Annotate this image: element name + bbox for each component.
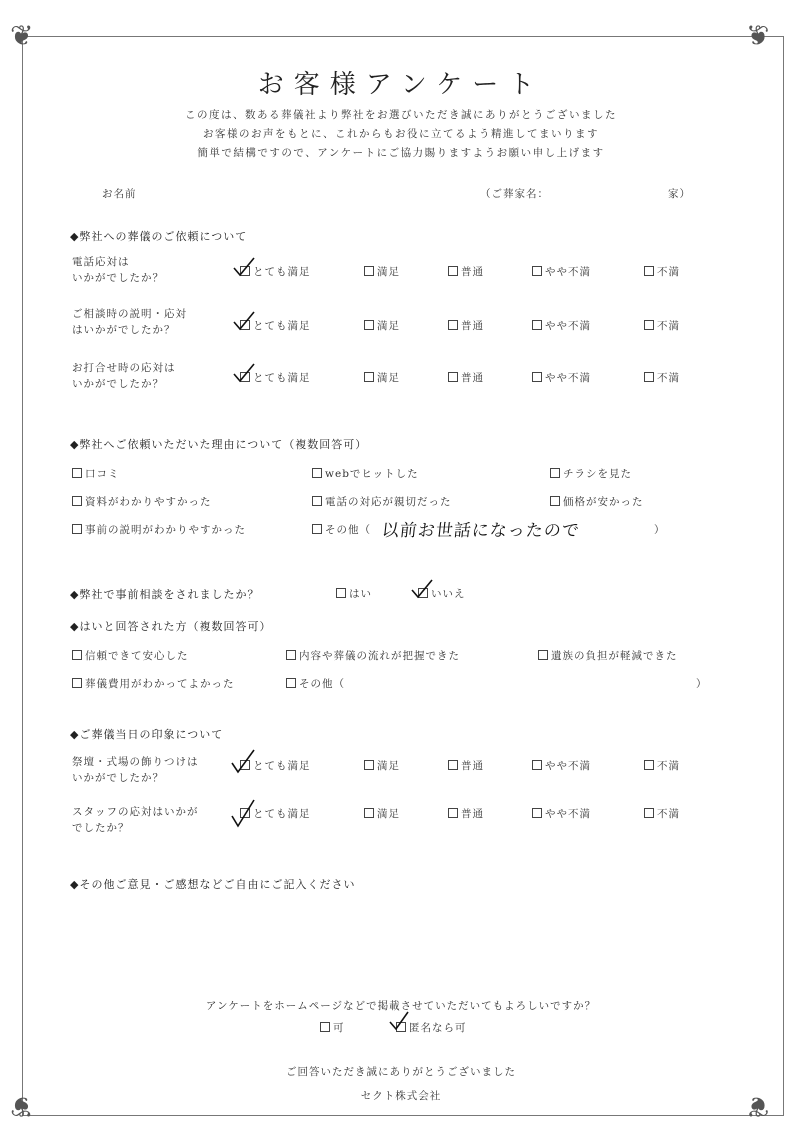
- corner-ornament-icon: ❦: [10, 19, 34, 52]
- checkbox-icon[interactable]: [312, 524, 322, 534]
- option-label: やや不満: [545, 320, 591, 332]
- name-label: お名前: [102, 188, 137, 200]
- option-label: 価格が安かった: [563, 496, 644, 508]
- rating-somewhat-dissatisfied[interactable]: [532, 758, 591, 773]
- handwritten-check-icon: [410, 578, 434, 600]
- option-label: 資料がわかりやすかった: [85, 496, 212, 508]
- rating-neutral[interactable]: [448, 318, 484, 333]
- option-label: やや不満: [545, 808, 591, 820]
- checkbox-icon[interactable]: [364, 808, 374, 818]
- checkbox-icon[interactable]: [72, 650, 82, 660]
- rating-dissatisfied[interactable]: [644, 806, 680, 821]
- checkbox-icon[interactable]: [72, 468, 82, 478]
- checkbox-icon[interactable]: [448, 760, 458, 770]
- question-text: 電話応対は いかがでしたか？: [72, 256, 164, 284]
- section-heading: ◆ご葬儀当日の印象について: [70, 728, 224, 741]
- company-name: セクト株式会社: [360, 1090, 442, 1102]
- checkbox-icon[interactable]: [286, 678, 296, 688]
- rating-neutral[interactable]: [448, 264, 484, 279]
- checkbox-icon[interactable]: [72, 524, 82, 534]
- option-label: 不満: [657, 760, 680, 772]
- checkbox-icon[interactable]: [532, 266, 542, 276]
- option-label: 可: [333, 1022, 345, 1034]
- option-label: 不満: [657, 372, 680, 384]
- option-label: やや不満: [545, 372, 591, 384]
- option-label: いいえ: [431, 588, 466, 600]
- other-close-paren: ）: [696, 678, 708, 690]
- intro-line: お客様のお声をもとに、これからもお役に立てるよう精進してまいります: [203, 128, 599, 140]
- checkbox-icon[interactable]: [644, 760, 654, 770]
- rating-somewhat-dissatisfied[interactable]: [532, 806, 591, 821]
- reason-low-price[interactable]: [550, 494, 644, 509]
- rating-satisfied[interactable]: [364, 318, 400, 333]
- option-label: 電話の対応が親切だった: [325, 496, 452, 508]
- section-heading: ◆はいと回答された方（複数回答可）: [70, 620, 272, 633]
- family-name-label: （ご葬家名：: [480, 188, 549, 200]
- rating-somewhat-dissatisfied[interactable]: [532, 264, 591, 279]
- handwritten-check-icon: [232, 362, 256, 384]
- checkbox-icon[interactable]: [448, 808, 458, 818]
- page-title: お客様アンケート: [257, 70, 545, 100]
- section-heading: ◆その他ご意見・ご感想などご自由にご記入ください: [70, 878, 356, 891]
- option-label: はい: [349, 588, 372, 600]
- option-label: 遺族の負担が軽減できた: [551, 650, 678, 662]
- checkbox-icon[interactable]: [320, 1022, 330, 1032]
- option-label: 不満: [657, 320, 680, 332]
- option-label: とても満足: [253, 760, 311, 772]
- reason-flyer[interactable]: [550, 466, 632, 481]
- checkbox-icon[interactable]: [72, 678, 82, 688]
- option-label: 信頼できて安心した: [85, 650, 189, 662]
- checkbox-icon[interactable]: [72, 496, 82, 506]
- option-label: webでヒットした: [325, 468, 419, 480]
- checkbox-icon[interactable]: [336, 588, 346, 598]
- intro-line: 簡単で結構ですので、アンケートにご協力賜りますようお願い申し上げます: [197, 147, 605, 159]
- corner-ornament-icon: ❦: [746, 19, 770, 52]
- checkbox-icon[interactable]: [532, 320, 542, 330]
- checkbox-icon[interactable]: [550, 496, 560, 506]
- checkbox-icon[interactable]: [644, 320, 654, 330]
- corner-ornament-icon: ❦: [746, 1090, 770, 1123]
- checkbox-icon[interactable]: [644, 808, 654, 818]
- corner-ornament-icon: ❦: [10, 1090, 34, 1123]
- question-meeting: [72, 360, 176, 392]
- section-heading: ◆弊社へご依頼いただいた理由について（複数回答可）: [70, 438, 368, 451]
- option-label: とても満足: [253, 372, 311, 384]
- reason-clear-explanation[interactable]: [72, 522, 246, 537]
- question-text: お打合せ時の応対は いかがでしたか？: [72, 362, 176, 390]
- option-label: チラシを見た: [563, 468, 632, 480]
- checkbox-icon[interactable]: [532, 808, 542, 818]
- rating-neutral[interactable]: [448, 806, 484, 821]
- handwritten-check-icon: [232, 310, 256, 332]
- option-label: 不満: [657, 808, 680, 820]
- reason-clear-materials[interactable]: [72, 494, 212, 509]
- checkbox-icon[interactable]: [312, 468, 322, 478]
- option-label: 葬儀費用がわかってよかった: [85, 678, 235, 690]
- option-label: その他（: [299, 678, 345, 690]
- pre-consult-yes[interactable]: [336, 586, 372, 601]
- rating-satisfied[interactable]: [364, 264, 400, 279]
- option-label: その他（: [325, 524, 371, 536]
- option-label: 匿名なら可: [409, 1022, 467, 1034]
- rating-dissatisfied[interactable]: [644, 264, 680, 279]
- benefit-cost-known[interactable]: [72, 676, 235, 691]
- checkbox-icon[interactable]: [364, 760, 374, 770]
- question-text: スタッフの応対はいかが でしたか？: [72, 806, 199, 834]
- reason-kind-phone[interactable]: [312, 494, 452, 509]
- option-label: とても満足: [253, 266, 311, 278]
- question-staff-response: [72, 804, 199, 836]
- option-label: 普通: [461, 760, 484, 772]
- publish-question: アンケートをホームページなどで掲載させていただいてもよろしいですか？: [205, 1000, 597, 1012]
- rating-satisfied[interactable]: [364, 806, 400, 821]
- reason-other[interactable]: [312, 522, 371, 537]
- option-label: とても満足: [253, 320, 311, 332]
- checkbox-icon[interactable]: [550, 468, 560, 478]
- option-label: とても満足: [253, 808, 311, 820]
- publish-ok[interactable]: [320, 1020, 345, 1035]
- other-close-paren: ）: [654, 524, 666, 536]
- handwritten-check-icon: [388, 1010, 410, 1032]
- rating-satisfied[interactable]: [364, 758, 400, 773]
- intro-line: この度は、数ある葬儀社より弊社をお選びいただき誠にありがとうございました: [185, 109, 617, 121]
- handwritten-check-icon: [232, 256, 256, 278]
- option-label: 口コミ: [85, 468, 120, 480]
- checkbox-icon[interactable]: [532, 760, 542, 770]
- question-text: ご相談時の説明・応対 はいかがでしたか？: [72, 308, 187, 336]
- checkbox-icon[interactable]: [364, 372, 374, 382]
- checkbox-icon[interactable]: [448, 266, 458, 276]
- reason-word-of-mouth[interactable]: [72, 466, 120, 481]
- rating-dissatisfied[interactable]: [644, 370, 680, 385]
- free-comment-area[interactable]: [70, 896, 730, 986]
- option-label: 不満: [657, 266, 680, 278]
- handwritten-check-icon: [230, 748, 256, 774]
- option-label: 満足: [377, 320, 400, 332]
- closing-message: ご回答いただき誠にありがとうございました: [286, 1066, 516, 1078]
- reason-web[interactable]: [312, 466, 419, 481]
- section-heading: ◆弊社で事前相談をされましたか？: [70, 588, 260, 601]
- checkbox-icon[interactable]: [312, 496, 322, 506]
- option-label: 満足: [377, 808, 400, 820]
- option-label: 普通: [461, 808, 484, 820]
- checkbox-icon[interactable]: [448, 320, 458, 330]
- question-consultation: [72, 306, 187, 338]
- option-label: 普通: [461, 266, 484, 278]
- rating-neutral[interactable]: [448, 370, 484, 385]
- rating-satisfied[interactable]: [364, 370, 400, 385]
- checkbox-icon[interactable]: [644, 372, 654, 382]
- other-reason-answer[interactable]: 以前お世話になったので: [380, 521, 581, 541]
- family-name-suffix: 家）: [668, 188, 691, 200]
- rating-somewhat-dissatisfied[interactable]: [532, 318, 591, 333]
- rating-neutral[interactable]: [448, 758, 484, 773]
- checkbox-icon[interactable]: [448, 372, 458, 382]
- checkbox-icon[interactable]: [532, 372, 542, 382]
- checkbox-icon[interactable]: [286, 650, 296, 660]
- rating-dissatisfied[interactable]: [644, 318, 680, 333]
- option-label: 満足: [377, 760, 400, 772]
- option-label: やや不満: [545, 760, 591, 772]
- rating-dissatisfied[interactable]: [644, 758, 680, 773]
- section-heading: ◆弊社への葬儀のご依頼について: [70, 230, 248, 243]
- option-label: 満足: [377, 372, 400, 384]
- checkbox-icon[interactable]: [364, 266, 374, 276]
- option-label: やや不満: [545, 266, 591, 278]
- benefit-trust[interactable]: [72, 648, 189, 663]
- option-label: 普通: [461, 320, 484, 332]
- checkbox-icon[interactable]: [538, 650, 548, 660]
- question-phone-response: [72, 254, 164, 286]
- option-label: 満足: [377, 266, 400, 278]
- option-label: 事前の説明がわかりやすかった: [85, 524, 246, 536]
- option-label: 内容や葬儀の流れが把握できた: [299, 650, 460, 662]
- checkbox-icon[interactable]: [364, 320, 374, 330]
- checkbox-icon[interactable]: [644, 266, 654, 276]
- option-label: 普通: [461, 372, 484, 384]
- benefit-reduced-burden[interactable]: [538, 648, 678, 663]
- rating-somewhat-dissatisfied[interactable]: [532, 370, 591, 385]
- benefit-other[interactable]: [286, 676, 345, 691]
- benefit-understood-flow[interactable]: [286, 648, 460, 663]
- question-altar-decoration: [72, 754, 199, 786]
- question-text: 祭壇・式場の飾りつけは いかがでしたか？: [72, 756, 199, 784]
- intro-text: [0, 106, 802, 163]
- handwritten-check-icon: [230, 798, 256, 828]
